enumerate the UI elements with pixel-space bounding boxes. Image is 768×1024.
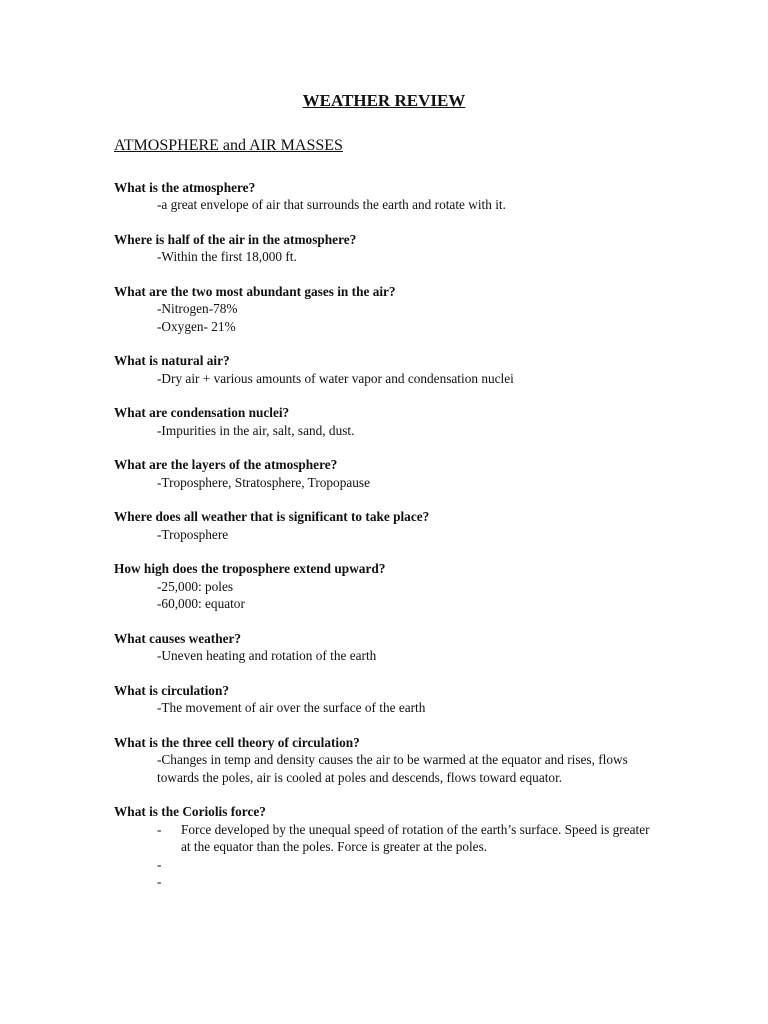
qa-list (0, 179, 768, 908)
bullet-dash: - (157, 856, 162, 872)
qa-item (0, 682, 768, 717)
qa-item (0, 283, 768, 335)
document-title: WEATHER REVIEW (302, 91, 466, 110)
answer: -The movement of air over the surface of the earth (157, 700, 426, 716)
qa-item (0, 404, 768, 439)
qa-item (0, 508, 768, 543)
question: What is the Coriolis force? (114, 804, 266, 820)
question: What is the three cell theory of circulation? (114, 734, 360, 750)
qa-item (0, 456, 768, 491)
answer: -Changes in temp and density causes the air to be warmed at the equator and rises, flows towards the poles, air is cooled at poles and descends, flows toward equator. (157, 752, 628, 785)
bullet-dash: - (157, 821, 162, 837)
section-heading: ATMOSPHERE and AIR MASSES (114, 137, 343, 154)
answer: -Uneven heating and rotation of the earth (157, 648, 377, 664)
question: What are the layers of the atmosphere? (114, 457, 338, 473)
qa-item (0, 352, 768, 387)
answer: -25,000: poles (157, 578, 234, 594)
bullet-dash: - (157, 874, 162, 890)
question: Where is half of the air in the atmosphere? (114, 231, 357, 247)
qa-item (0, 630, 768, 665)
qa-item (0, 231, 768, 266)
qa-item (0, 179, 768, 214)
question: What is the atmosphere? (114, 180, 256, 195)
question: Where does all weather that is significant to take place? (114, 509, 430, 525)
question: What are condensation nuclei? (114, 405, 290, 421)
question: What causes weather? (114, 630, 242, 646)
answer: -Troposphere, Stratosphere, Tropopause (157, 474, 370, 490)
bullet-item (0, 873, 768, 891)
answer: -Oxygen- 21% (157, 318, 236, 334)
bullet-item (0, 856, 768, 874)
answer: -Dry air + various amounts of water vapor and condensation nuclei (157, 370, 514, 386)
qa-item (0, 560, 768, 612)
question: What are the two most abundant gases in the air? (114, 283, 396, 299)
answer: -Nitrogen-78% (157, 301, 238, 317)
qa-item (0, 734, 768, 786)
question: What is natural air? (114, 353, 230, 369)
answer: -60,000: equator (157, 596, 245, 612)
answer: -Impurities in the air, salt, sand, dust. (157, 422, 355, 438)
bullet-item (0, 821, 768, 856)
answer: -Within the first 18,000 ft. (157, 249, 297, 265)
answer: -Troposphere (157, 526, 229, 542)
answer: -a great envelope of air that surrounds the earth and rotate with it. (157, 197, 506, 213)
qa-item-coriolis (0, 803, 768, 890)
bullet-text: Force developed by the unequal speed of rotation of the earth’s surface. Speed is greater at the equator than the poles. Force is greater at the poles. (181, 821, 650, 855)
bullet-list (0, 821, 768, 891)
question: What is circulation? (114, 682, 229, 698)
question: How high does the troposphere extend upward? (114, 561, 386, 577)
